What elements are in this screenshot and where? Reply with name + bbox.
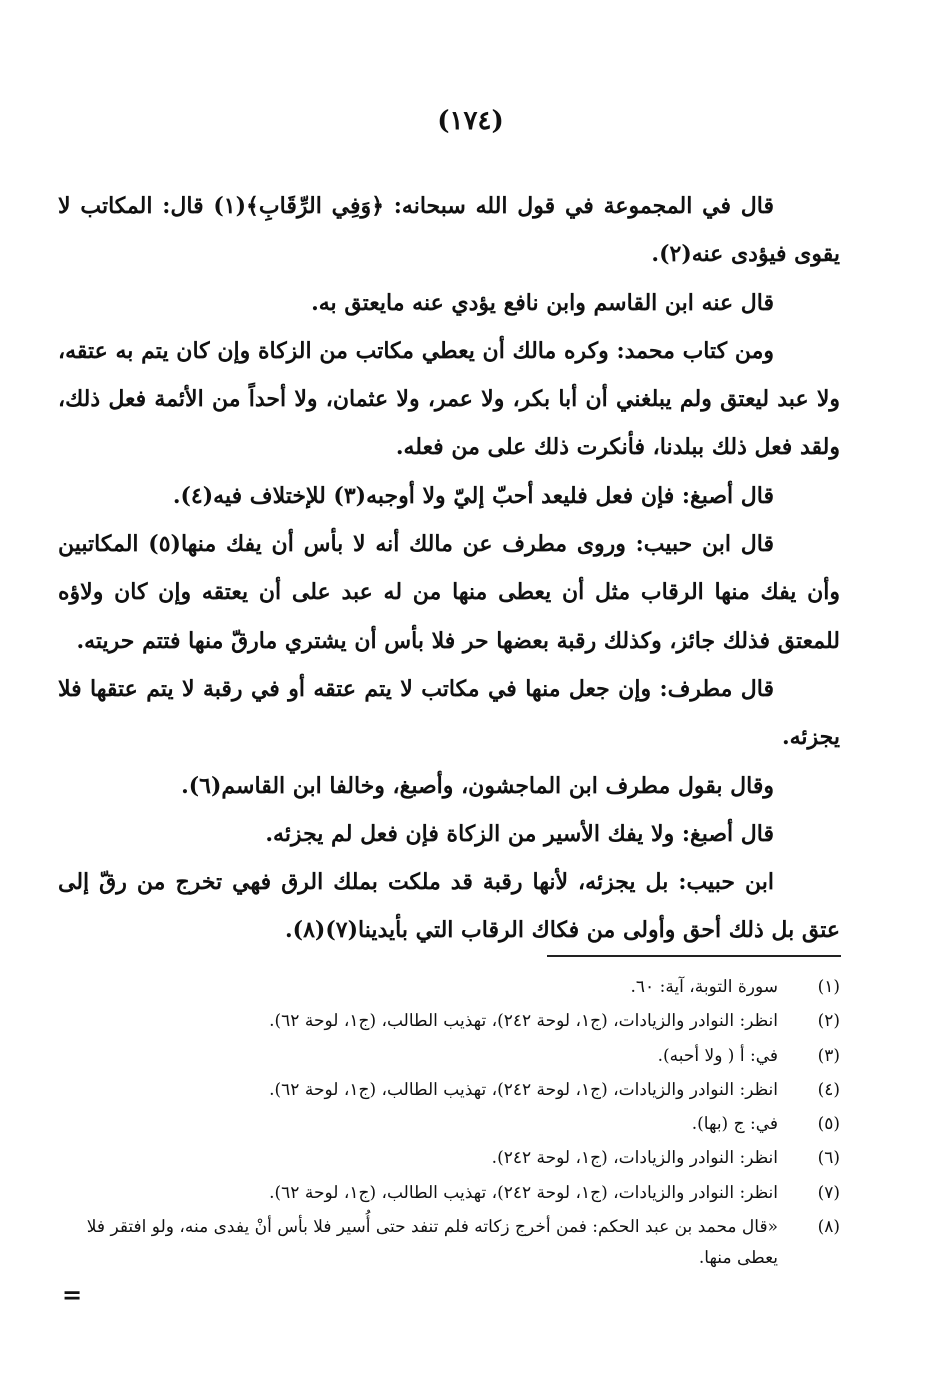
- footnotes: [58, 970, 840, 1274]
- footnote: [58, 970, 840, 1004]
- footnote-text: سورة التوبة، آية: ٦٠.: [630, 977, 778, 997]
- footnote-text: في: ج (بها).: [691, 1114, 778, 1135]
- footnote-text: انظر: النوادر والزيادات، (ج١، لوحة ٢٤٢)، تهذيب الطالب، (ج١، لوحة ٦٢).: [269, 1182, 778, 1203]
- footnote: [58, 1210, 840, 1274]
- paragraph: وقال بقول مطرف ابن الماجشون، وأصبغ، وخالفا ابن القاسم(٦).: [181, 772, 774, 799]
- footnote-number: (٦): [817, 1148, 840, 1169]
- footnote-text: انظر: النوادر والزيادات، (ج١، لوحة ٢٤٢).: [491, 1148, 778, 1169]
- paragraph: قال أصبغ: فإن فعل فليعد أحبّ إليّ ولا أوجبه(٣) للإختلاف فيه(٤).: [172, 482, 774, 509]
- end-mark: =: [62, 1280, 83, 1309]
- footnote-number: (٤): [817, 1079, 840, 1100]
- footnote-text: انظر: النوادر والزيادات، (ج١، لوحة ٢٤٢)، تهذيب الطالب، (ج١، لوحة ٦٢).: [269, 1079, 778, 1100]
- footnote-number: (١): [817, 977, 840, 997]
- paragraph: قال في المجموعة في قول الله سبحانه: ﴿وَفِي الرِّقَابِ﴾(١) قال: المكاتب لا يقوى فيؤدى عنه(٢).: [58, 193, 840, 268]
- footnote: [58, 1176, 840, 1210]
- footnote-text: انظر: النوادر والزيادات، (ج١، لوحة ٢٤٢)، تهذيب الطالب، (ج١، لوحة ٦٢).: [269, 1011, 778, 1032]
- paragraph: قال أصبغ: ولا يفك الأسير من الزكاة فإن فعل لم يجزئه.: [265, 820, 774, 847]
- paragraph: قال ابن حبيب: وروى مطرف عن مالك أنه لا بأس أن يفك منها(٥) المكاتبين وأن يفك منها الرقاب مثل أن يعطى منها من له عبد على أن يعتقه وإن كان ولاؤه للمعتق فذلك جائز، وكذلك رقبة بعضها حر فلا بأس أن يشتري مارقّ منها فتتم حريته.: [58, 531, 840, 654]
- footnote-text: في: أ ( ولا أحبه).: [657, 1045, 778, 1066]
- paragraph: قال مطرف: وإن جعل منها في مكاتب لا يتم عتقه أو في رقبة لا يتم عتقها فلا يجزئه.: [58, 675, 840, 751]
- footnote-number: (٥): [817, 1114, 840, 1135]
- paragraph: ومن كتاب محمد: وكره مالك أن يعطي مكاتب من الزكاة وإن كان يتم به عتقه، ولا عبد ليعتق ولم يبلغني أن أبا بكر، ولا عمر، ولا عثمان، ولا أحداً من الأئمة فعل ذلك، ولقد فعل ذلك ببلدنا، فأنكرت ذلك على من فعله.: [58, 337, 840, 461]
- footnote: [58, 1107, 840, 1141]
- footnote-number: (٢): [817, 1011, 840, 1032]
- paragraph: قال عنه ابن القاسم وابن نافع يؤدي عنه مايعتق به.: [311, 289, 774, 316]
- footnote-text: «قال محمد بن عبد الحكم: فمن أخرج زكاته فلم تنفد حتى أُسير فلا بأس أنْ يفدى منه، ولو افتقر فلا يعطى منها.: [86, 1217, 778, 1269]
- footnote-number: (٨): [817, 1217, 840, 1238]
- footnote: [58, 1039, 840, 1073]
- footnote: [58, 1141, 840, 1175]
- footnote-number: (٧): [817, 1182, 840, 1203]
- footnote-divider: [547, 955, 841, 957]
- footnote-number: (٣): [817, 1045, 840, 1066]
- paragraph: ابن حبيب: بل يجزئه، لأنها رقبة قد ملكت بملك الرق فهي تخرج من رقّ إلى عتق بل ذلك أحق وأولى من فكاك الرقاب التي بأيدينا(٧)(٨).: [58, 869, 840, 944]
- page-number: (١٧٤): [437, 106, 504, 136]
- footnote: [58, 1073, 840, 1107]
- footnote: [58, 1004, 840, 1038]
- main-text: [58, 182, 840, 955]
